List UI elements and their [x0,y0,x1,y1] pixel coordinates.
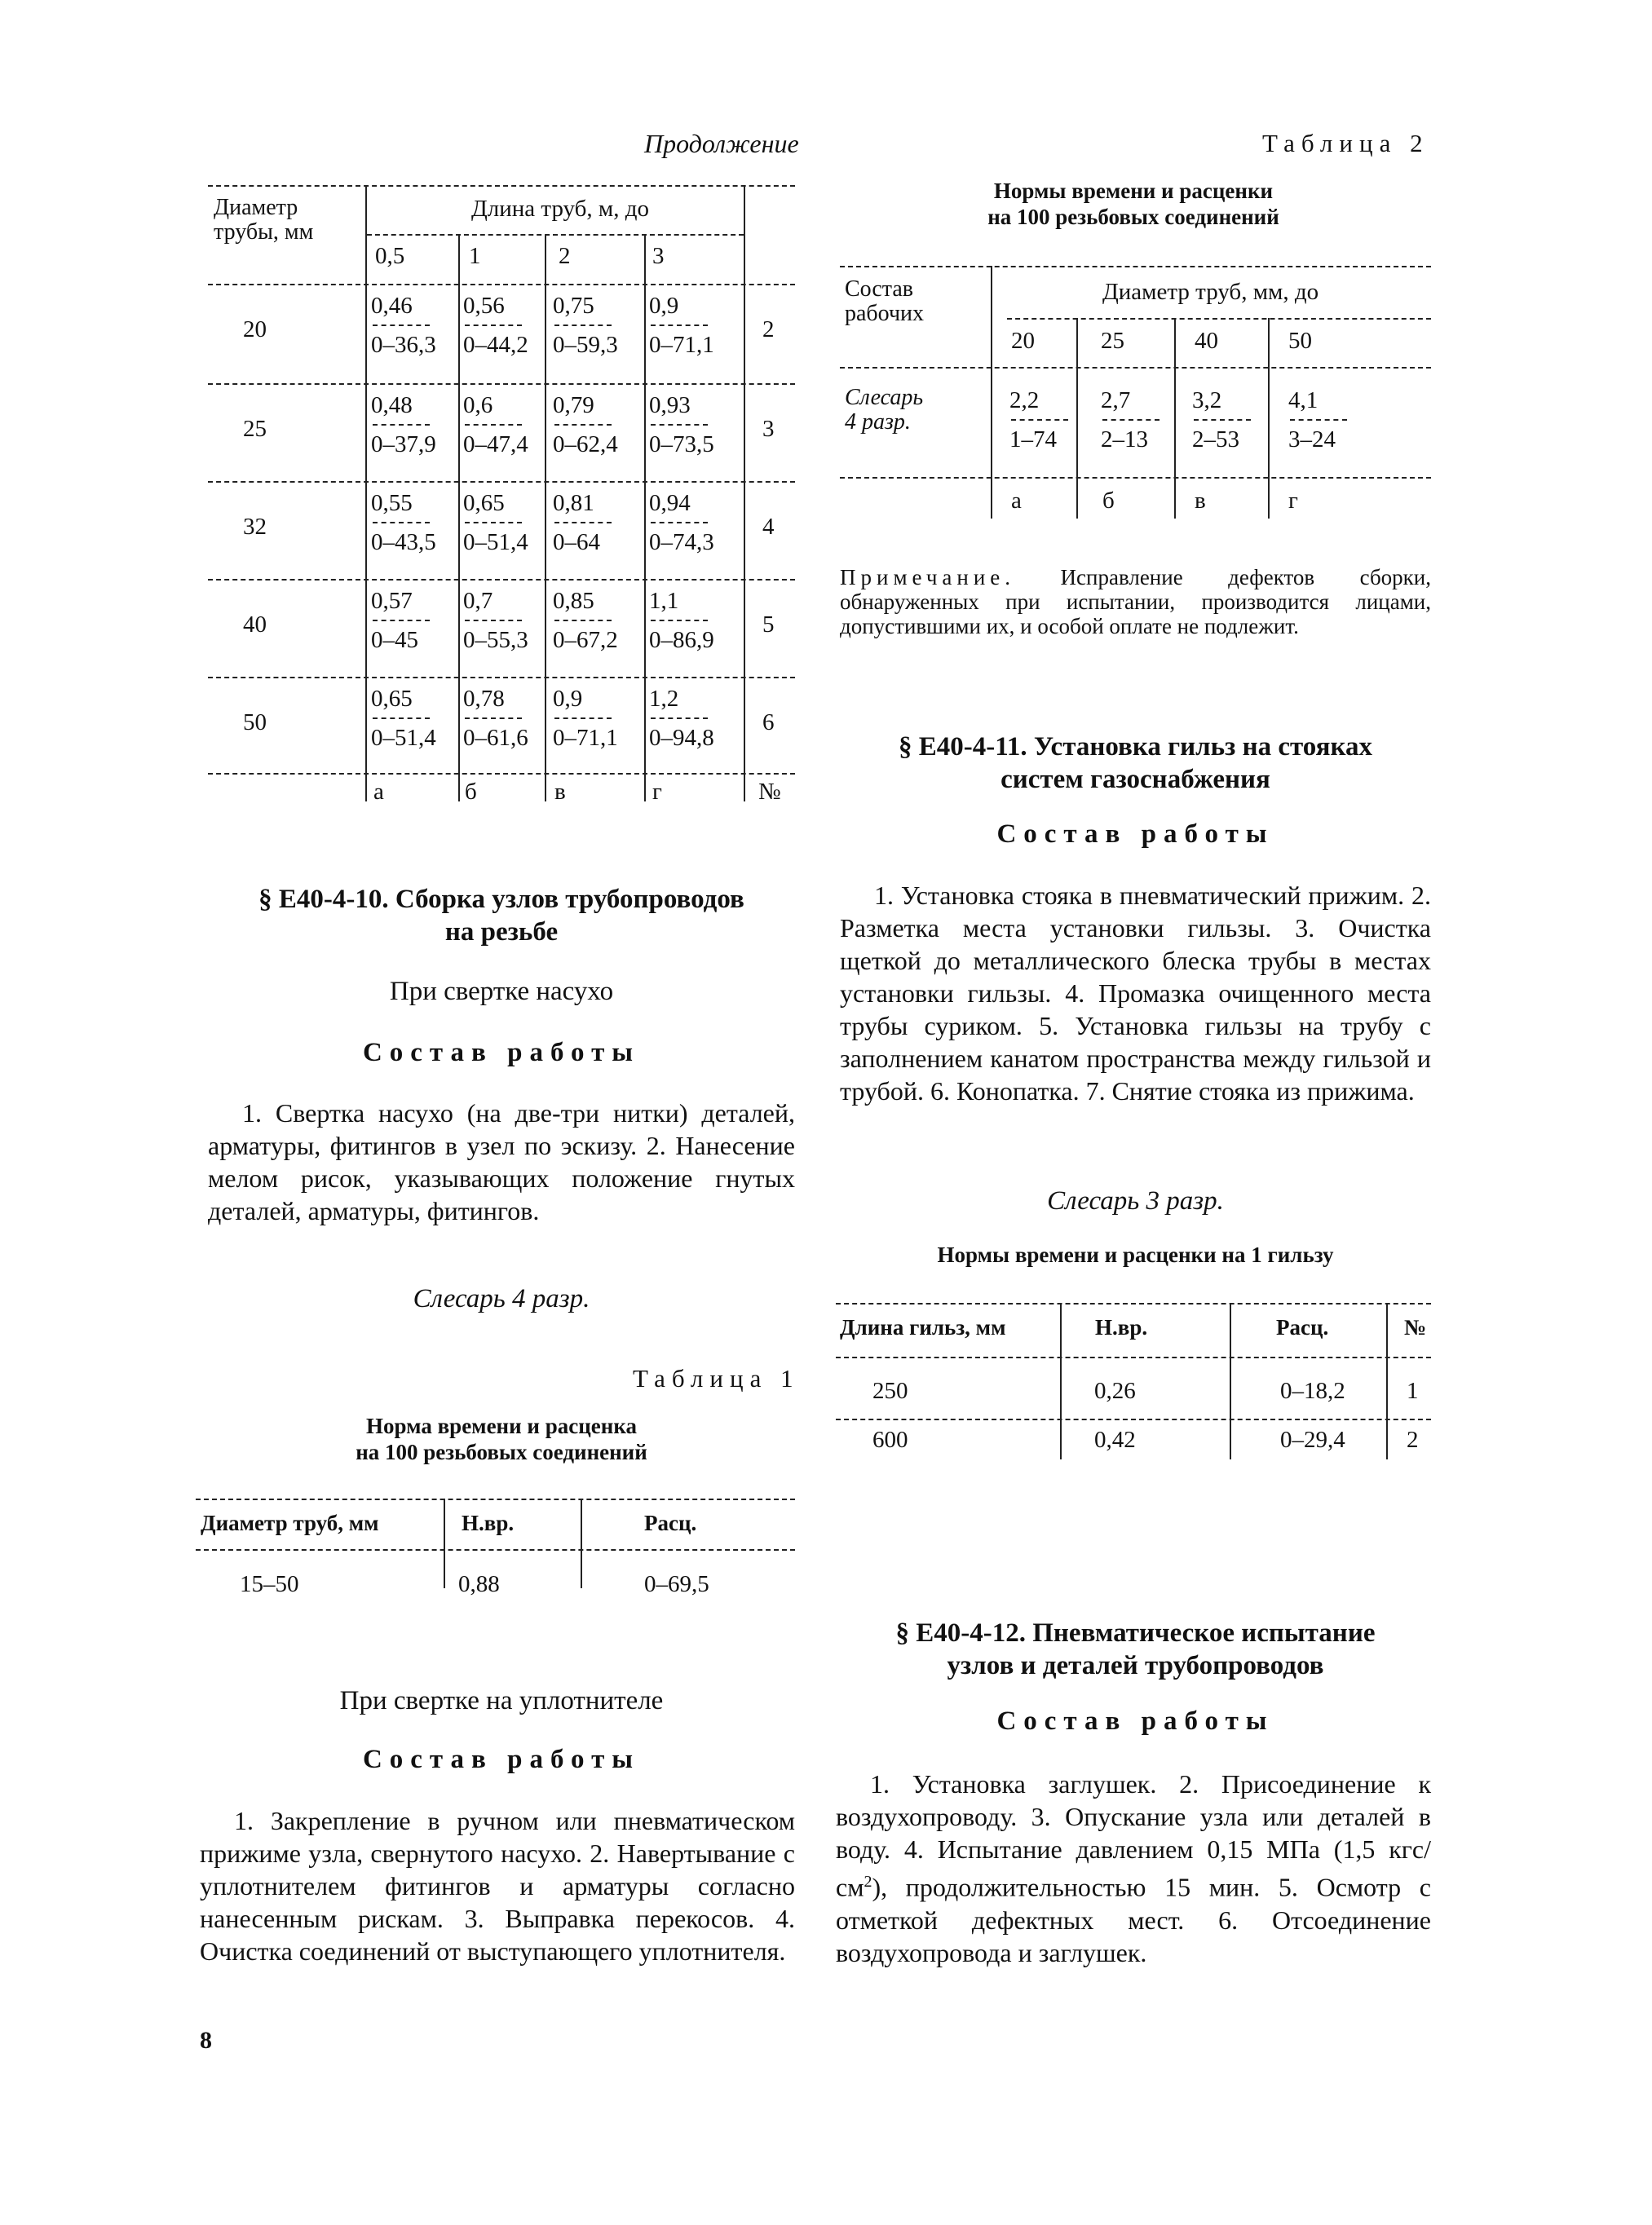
note-label: Примечание. [840,565,1016,589]
header-length: Длина труб, м, до [471,196,650,222]
section-10-text-sealant: 1. Закрепление в ручном или пневматическом прижиме узла, свернутого насухо. 2. Навертывание с уплотнителем фитингов и арматуры согласно нанесенным рискам. 3. Выправка перекосов. 4. Очистка соединений от выступающего уплотнителя. [200,1806,795,1966]
table1-header-diameter: Диаметр труб, мм [201,1511,379,1535]
sleeve-header-no: № [1404,1315,1427,1340]
rate-cell: 0,65 0–51,4 [463,490,528,555]
table1-header-norm: Н.вр. [462,1511,515,1535]
len-col-0: 0,5 [375,243,405,269]
section-10-work-heading-2: Состав работы [362,1745,641,1774]
rate-cell: 0,48 0–37,9 [371,392,436,457]
table2-col-20: 20 [1011,328,1035,354]
section-12-text: 1. Установка заглушек. 2. Присоединение к воздухопроводу. 3. Опускание узла или деталей в воду. 4. Испытание давлением 0,15 МПа (1,5 кгс/$см^2$), продолжительностью 15 мин. 5. Осмотр с отметкой дефектных мест. 6. Отсоединение воздухопровода и заглушек. [836,1769,1431,1967]
section-10-worker: Слесарь 4 разр. [413,1284,590,1313]
sleeve-no: 2 [1407,1427,1419,1453]
section-11-title: § Е40-4-11. Установка гильз на стояках систем газоснабжения [898,732,1372,794]
sleeve-length: 250 [872,1378,908,1404]
rate-cell: 0,75 0–59,3 [553,293,618,358]
table1-norm: 0,88 [458,1571,500,1597]
section-11-work-heading: Состав работы [996,819,1274,849]
rate-cell: 0,81 0–64 [553,489,612,556]
len-col-2: 2 [559,243,571,269]
table2-rate-cell: 4,1 3–24 [1288,386,1347,453]
sleeve-header-length: Длина гильз, мм [840,1315,1006,1340]
rate-cell: 0,65 0–51,4 [371,686,436,751]
table2-footer-letter: а [1011,488,1022,514]
table2-rate-cell: 2,2 1–74 [1009,386,1068,453]
table1-label: Таблица 1 [633,1364,800,1393]
row-diameter: 32 [243,514,267,540]
table2-label: Таблица 2 [1262,129,1429,157]
row-diameter: 40 [243,611,267,638]
rate-cell: 0,7 0–55,3 [463,588,528,653]
len-col-1: 1 [469,243,481,269]
table2-col-50: 50 [1288,328,1312,354]
section-10-text-dry: 1. Свертка насухо (на две-три нитки) деталей, арматуры, фитингов в узел по эскизу. 2. Нанесение мелом рисок, указывающих положение гнутых деталей, арматуры, фитингов. [208,1098,795,1225]
footer-letter: в [554,779,566,805]
table2-col-25: 25 [1101,328,1124,354]
sleeve-length: 600 [872,1427,908,1453]
page-number: 8 [200,2027,212,2054]
section-10-work-heading: Состав работы [362,1038,641,1067]
section-11-caption: Нормы времени и расценки на 1 гильзу [937,1243,1334,1267]
rate-cell: 0,6 0–47,4 [463,392,528,457]
row-diameter: 25 [243,416,267,442]
table2-footer-letter: г [1288,488,1298,514]
rate-cell: 1,2 0–94,8 [649,686,714,751]
note-text: Исправление дефектов сборки, обнаруженных при испытании, производится лицами, допустившими их, и особой оплате не подлежит. [840,565,1431,638]
table2-footer-letter: б [1102,488,1115,514]
rate-cell: 0,57 0–45 [371,587,430,654]
rate-cell: 1,1 0–86,9 [649,588,714,653]
rate-cell: 0,9 0–71,1 [649,293,714,358]
row-number: 4 [762,514,775,540]
table2-worker: Слесарь 4 разр. [845,385,924,435]
rate-cell: 0,94 0–74,3 [649,490,714,555]
table1-diameter: 15–50 [240,1571,299,1597]
row-number: 3 [762,416,775,442]
table1-header-rate: Расц. [644,1511,697,1535]
section-10-subtitle-dry: При свертке насухо [389,977,614,1006]
section-10-subtitle-sealant: При свертке на уплотнителе [339,1686,664,1715]
rate-cell: 0,55 0–43,5 [371,490,436,555]
rate-cell: 0,56 0–44,2 [463,293,528,358]
rate-cell: 0,85 0–67,2 [553,588,618,653]
row-number: 2 [762,316,775,342]
section-11-worker: Слесарь 3 разр. [1047,1186,1224,1216]
row-number: 5 [762,611,775,638]
header-diameter: Диаметр трубы, мм [214,195,314,245]
row-number: 6 [762,709,775,735]
footer-letter: а [373,779,384,805]
sleeve-rate: 0–29,4 [1280,1427,1345,1453]
table1-caption: Норма времени и расценка на 100 резьбовых соединений [356,1414,647,1464]
table2-rate-cell: 3,2 2–53 [1192,386,1251,453]
continuation-label: Продолжение [644,129,799,158]
len-col-3: 3 [652,243,665,269]
table2-header-staff: Состав рабочих [845,276,925,326]
table2-caption: Нормы времени и расценки на 100 резьбовых соединений [987,179,1279,229]
rate-cell: 0,93 0–73,5 [649,392,714,457]
rate-cell: 0,46 0–36,3 [371,293,436,358]
section-10-title: § Е40-4-10. Сборка узлов трубопроводов на резьбе [258,885,744,947]
sleeve-norm: 0,26 [1094,1378,1136,1404]
sleeve-header-rate: Расц. [1276,1315,1329,1340]
rate-cell: 0,79 0–62,4 [553,392,618,457]
rate-cell: 0,9 0–71,1 [553,686,618,751]
sleeve-norm: 0,42 [1094,1427,1136,1453]
table2-rate-cell: 2,7 2–13 [1101,386,1159,453]
footer-letter: б [465,779,477,805]
table1-rate: 0–69,5 [644,1571,709,1597]
footer-letter: г [652,779,662,805]
note [840,565,1431,638]
sleeve-no: 1 [1407,1378,1419,1404]
table2-footer-letter: в [1195,488,1206,514]
sleeve-header-norm: Н.вр. [1095,1315,1148,1340]
sleeve-rate: 0–18,2 [1280,1378,1345,1404]
section-12-work-heading: Состав работы [996,1706,1274,1736]
table2-col-40: 40 [1195,328,1218,354]
row-diameter: 20 [243,316,267,342]
row-diameter: 50 [243,709,267,735]
footer-no: № [758,779,781,805]
section-11-text: 1. Установка стояка в пневматический прижим. 2. Разметка места установки гильзы. 3. Очистка щеткой до металлического блеска трубы в местах установки гильзы. 4. Промазка очищенного места трубы суриком. 5. Установка гильзы на трубу с заполнением канатом пространства между гильзой и трубой. 6. Конопатка. 7. Снятие стояка из прижима. [840,881,1431,1106]
table2-header-diameter: Диаметр труб, мм, до [1102,279,1319,305]
section-12-title: § Е40-4-12. Пневматическое испытание узлов и деталей трубопроводов [895,1618,1376,1680]
rate-cell: 0,78 0–61,6 [463,686,528,751]
